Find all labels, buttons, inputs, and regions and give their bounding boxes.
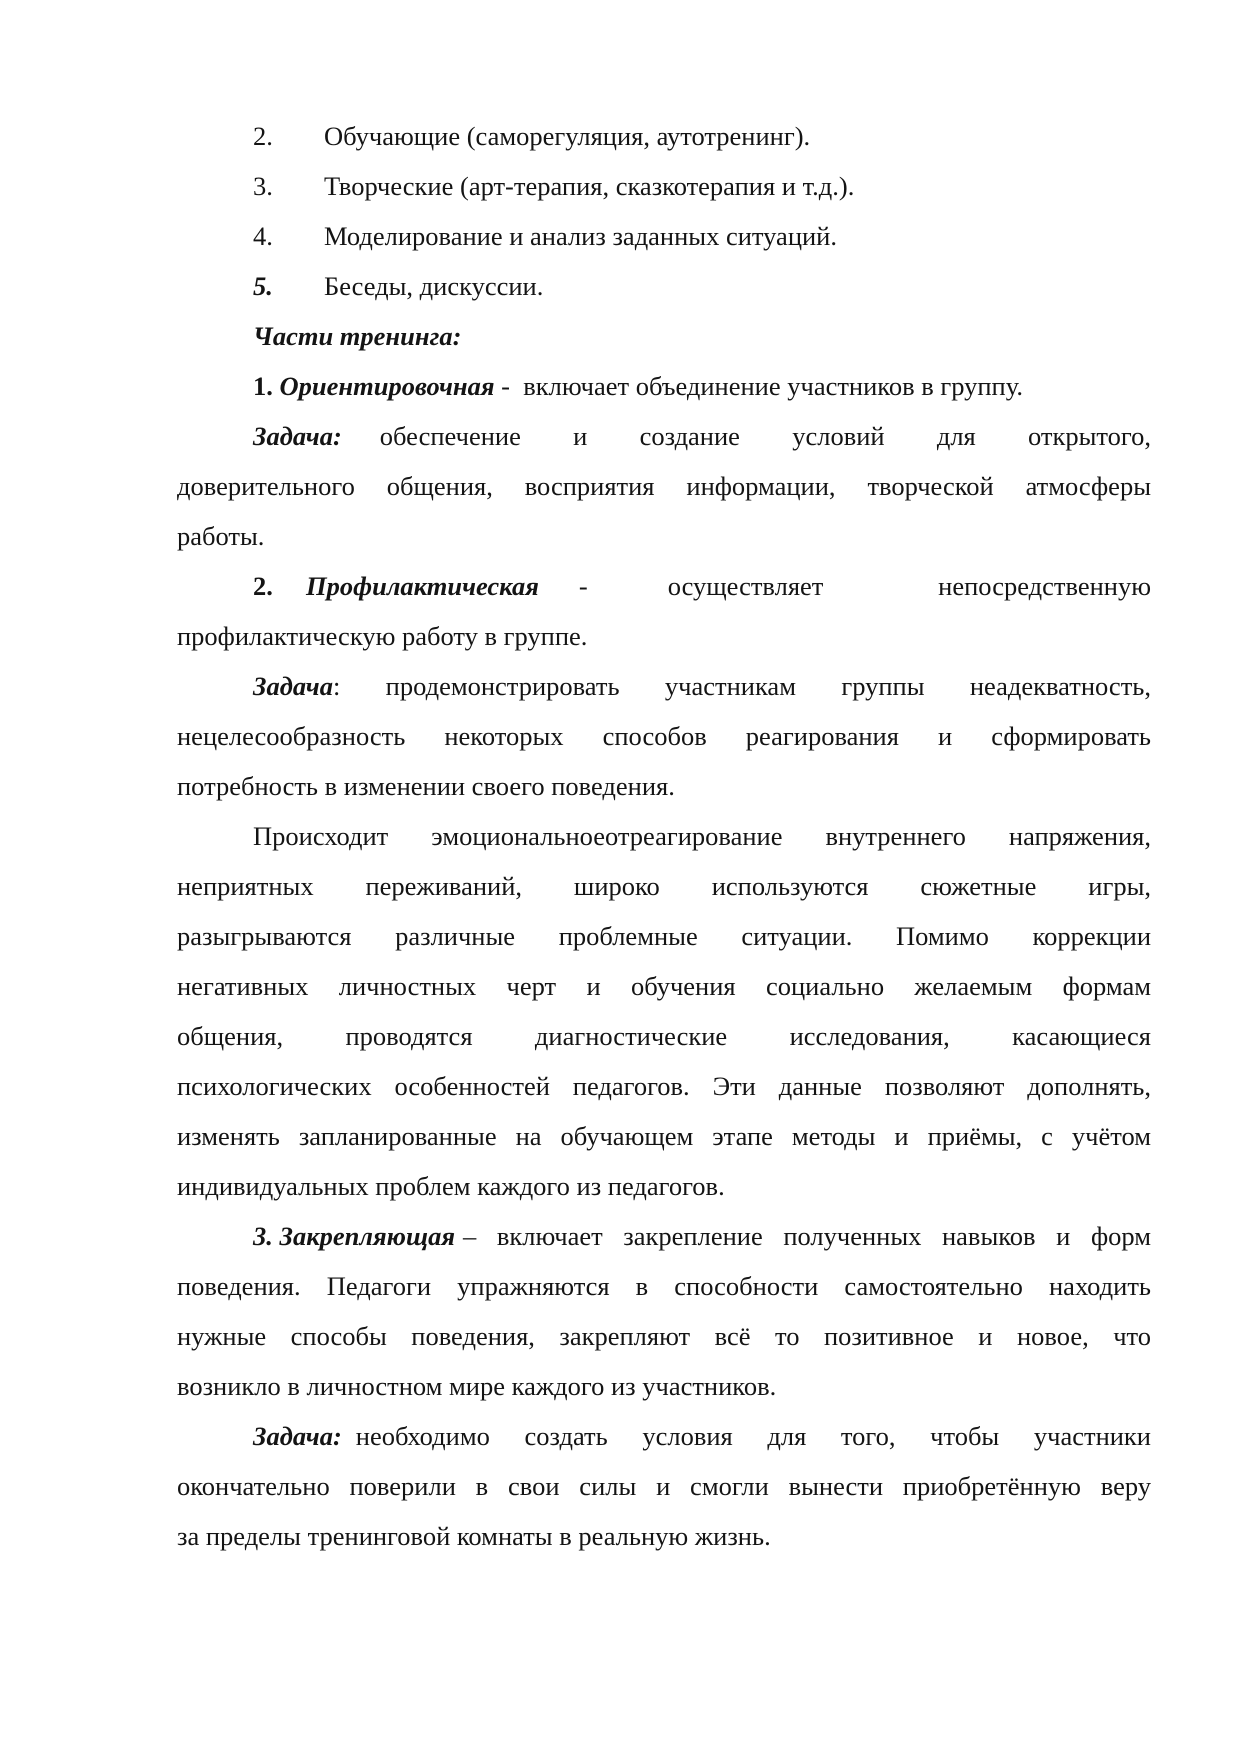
- part1-task-line2: доверительного общения, восприятия информации, творческой атмосферы: [177, 471, 1151, 501]
- list-item-text: Творческие (арт-терапия, сказкотерапия и т.д.).: [324, 171, 855, 201]
- part2-text-line2: профилактическую работу в группе.: [177, 621, 588, 651]
- part2-task-line: [253, 669, 1151, 703]
- part2-number: 2.: [253, 571, 273, 601]
- part2-dash: -: [578, 571, 588, 601]
- part1-line: [253, 369, 1227, 403]
- part3-line: [253, 1219, 1151, 1253]
- part3-task-line2: окончательно поверили в свои силы и смогли вынести приобретённую веру: [177, 1471, 1151, 1501]
- paragraph-line: разыгрываются различные проблемные ситуации. Помимо коррекции: [177, 921, 1151, 951]
- part3-text: – включает закрепление полученных навыков и форм: [463, 1221, 1151, 1251]
- part3-task-line3: за пределы тренинговой комнаты в реальную жизнь.: [177, 1521, 771, 1551]
- part3-title: 3. Закрепляющая: [253, 1221, 455, 1251]
- list-number: 4.: [253, 221, 273, 251]
- part1-text: включает объединение участников в группу.: [523, 371, 1023, 401]
- part2-task-label: Задача: [253, 671, 333, 701]
- part2-task-line2: нецелесообразность некоторых способов реагирования и сформировать: [177, 721, 1151, 751]
- part2-text: осуществляет непосредственную: [667, 571, 1151, 601]
- paragraph-line: неприятных переживаний, широко используются сюжетные игры,: [177, 871, 1151, 901]
- list-item-text: Моделирование и анализ заданных ситуаций.: [324, 221, 837, 251]
- list-number: 3.: [253, 171, 273, 201]
- paragraph-line: Происходит эмоциональноеотреагирование внутреннего напряжения,: [253, 821, 1151, 851]
- part3-line2: поведения. Педагоги упражняются в способности самостоятельно находить: [177, 1271, 1151, 1301]
- paragraph-line: психологических особенностей педагогов. Эти данные позволяют дополнять,: [177, 1071, 1151, 1101]
- part1-task-line: [253, 419, 1151, 453]
- list-number: 5.: [253, 271, 273, 301]
- part3-task-line: [253, 1419, 1151, 1453]
- part1-task-text: обеспечение и создание условий для открытого,: [379, 421, 1151, 451]
- part3-line3: нужные способы поведения, закрепляют всё то позитивное и новое, что: [177, 1321, 1151, 1351]
- part1-dash: -: [501, 371, 510, 401]
- part2-title: Профилактическая: [306, 571, 539, 601]
- part2-task-text: : продемонстрировать участникам группы неадекватность,: [332, 671, 1151, 701]
- part3-task-text: необходимо создать условия для того, чтобы участники: [355, 1421, 1151, 1451]
- part2-line: [253, 569, 1151, 603]
- part1-task-label: Задача:: [253, 421, 342, 451]
- part1-task-line3: работы.: [177, 521, 265, 551]
- part1-number: 1.: [253, 371, 273, 401]
- list-item-text: Беседы, дискуссии.: [324, 271, 544, 301]
- part2-task-line3: потребность в изменении своего поведения.: [177, 771, 675, 801]
- part1-title: Ориентировочная: [279, 371, 495, 401]
- list-number: 2.: [253, 121, 273, 151]
- list-item-text: Обучающие (саморегуляция, аутотренинг).: [324, 121, 811, 151]
- paragraph-line: изменять запланированные на обучающем этапе методы и приёмы, с учётом: [177, 1121, 1151, 1151]
- paragraph-line: общения, проводятся диагностические исследования, касающиеся: [177, 1021, 1151, 1051]
- part3-line4: возникло в личностном мире каждого из участников.: [177, 1371, 777, 1401]
- section-heading: Части тренинга:: [253, 321, 462, 351]
- part3-task-label: Задача:: [253, 1421, 342, 1451]
- paragraph-line: негативных личностных черт и обучения социально желаемым формам: [177, 971, 1151, 1001]
- paragraph-line: индивидуальных проблем каждого из педагогов.: [177, 1171, 725, 1201]
